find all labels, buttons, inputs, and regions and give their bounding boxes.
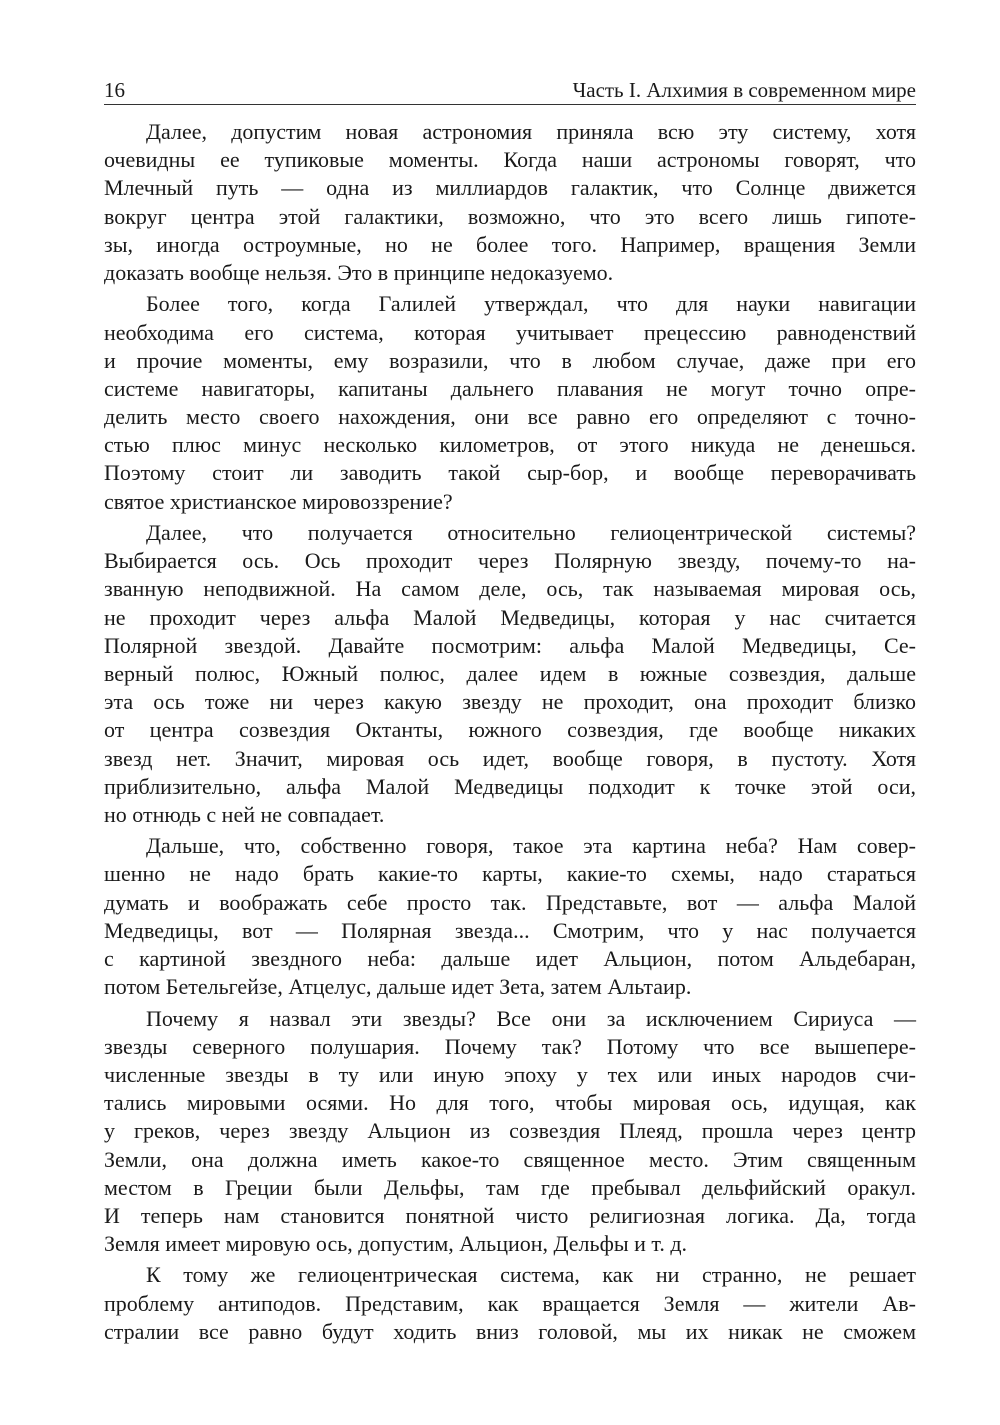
text-line: Медведицы, вот — Полярная звезда... Смотрим, что у нас получается <box>104 917 916 943</box>
text-line: Более того, когда Галилей утверждал, что для науки навигации <box>146 291 916 317</box>
text-line: численные звезды в ту или иную эпоху у тех или иных народов счи- <box>104 1061 916 1087</box>
text-line: но отнюдь с ней не совпадает. <box>104 801 385 827</box>
text-line: потом Бетельгейзе, Атцелус, дальше идет Зета, затем Альтаир. <box>104 974 692 1000</box>
text-line: с картиной звездного неба: дальше идет Альцион, потом Альдебаран, <box>104 946 916 971</box>
text-line: Земли, она должна иметь какое-то священное место. Этим священным <box>104 1146 916 1172</box>
text-line: не проходит через альфа Малой Медведицы, которая у нас считается <box>104 604 916 630</box>
paragraph <box>104 832 916 1001</box>
text-line: святое христианское мировоззрение? <box>104 488 453 514</box>
text-line: очевидны ее тупиковые моменты. Когда наши астрономы говорят, что <box>104 147 916 173</box>
text-line: Выбирается ось. Ось проходит через Полярную звезду, почему-то на- <box>104 548 916 574</box>
text-line: звезды северного полушария. Почему так? Потому что все вышепере- <box>104 1033 916 1059</box>
paragraph <box>104 118 916 287</box>
text-line: думать и воображать себе просто так. Представьте, вот — альфа Малой <box>104 889 916 915</box>
paragraph <box>104 1005 916 1259</box>
text-line: звезд нет. Значит, мировая ось идет, вообще говоря, в пустоту. Хотя <box>104 745 916 771</box>
text-line: зы, иногда остроумные, но не более того. Например, вращения Земли <box>104 231 916 257</box>
text-line: вокруг центра этой галактики, возможно, что это всего лишь гипоте- <box>104 203 916 229</box>
text-line: К тому же гелиоцентрическая система, как ни странно, не решает <box>146 1262 916 1288</box>
running-title: Часть I. Алхимия в современном мире <box>572 78 916 102</box>
text-line: от центра созвездия Октанты, южного созвездия, где вообще никаких <box>104 717 916 743</box>
text-line: приблизительно, альфа Малой Медведицы подходит к точке этой оси, <box>104 773 916 799</box>
paragraph <box>104 290 916 516</box>
text-line: Поэтому стоит ли заводить такой сыр-бор, и вообще переворачивать <box>104 460 916 486</box>
text-line: тались мировыми осями. Но для того, чтобы мировая ось, идущая, как <box>104 1090 916 1116</box>
paragraph <box>104 519 916 829</box>
text-line: шенно не надо брать какие-то карты, какие-то схемы, надо стараться <box>104 861 916 887</box>
page-body <box>104 118 916 1346</box>
text-line: Почему я назвал эти звезды? Все они за исключением Сириуса — <box>146 1005 916 1031</box>
text-line: И теперь нам становится понятной чисто религиозная логика. Да, тогда <box>104 1202 916 1228</box>
text-line: Млечный путь — одна из миллиардов галактик, что Солнце движется <box>104 175 916 201</box>
text-line: местом в Греции были Дельфы, там где пребывал дельфийский оракул. <box>104 1174 916 1200</box>
text-line: Земля имеет мировую ось, допустим, Альцион, Дельфы и т. д. <box>104 1231 688 1257</box>
text-line: Полярной звездой. Давайте посмотрим: альфа Малой Медведицы, Се- <box>104 632 916 658</box>
text-line: доказать вообще нельзя. Это в принципе недоказуемо. <box>104 259 614 285</box>
text-line: у греков, через звезду Альцион из созвездия Плеяд, прошла через центр <box>104 1118 916 1144</box>
text-line: эта ось тоже ни через какую звезду не проходит, она проходит близко <box>104 689 916 715</box>
text-line: званную неподвижной. На самом деле, ось, так называемая мировая ось, <box>104 576 916 602</box>
running-header <box>104 76 916 105</box>
text-line: стью плюс минус несколько километров, от этого никуда не денешься. <box>104 432 916 458</box>
text-line: Далее, допустим новая астрономия приняла всю эту систему, хотя <box>146 119 916 144</box>
text-line: Далее, что получается относительно гелиоцентрической системы? <box>146 520 916 545</box>
paragraph <box>104 1261 916 1346</box>
text-line: проблему антиподов. Представим, как вращается Земля — жители Ав- <box>104 1290 916 1316</box>
text-line: Дальше, что, собственно говоря, такое эта картина неба? Нам совер- <box>146 833 916 859</box>
text-line: делить место своего нахождения, они все равно его определяют с точно- <box>104 404 916 430</box>
text-line: и прочие моменты, ему возразили, что в любом случае, даже при его <box>104 347 916 373</box>
text-line: стралии все равно будут ходить вниз головой, мы их никак не сможем <box>104 1318 916 1344</box>
text-line: системе навигаторы, капитаны дальнего плавания не могут точно опре- <box>104 375 916 401</box>
text-line: верный полюс, Южный полюс, далее идем в южные созвездия, дальше <box>104 660 916 686</box>
text-line: необходима его система, которая учитывает прецессию равноденствий <box>104 319 916 345</box>
page-number: 16 <box>104 78 125 102</box>
